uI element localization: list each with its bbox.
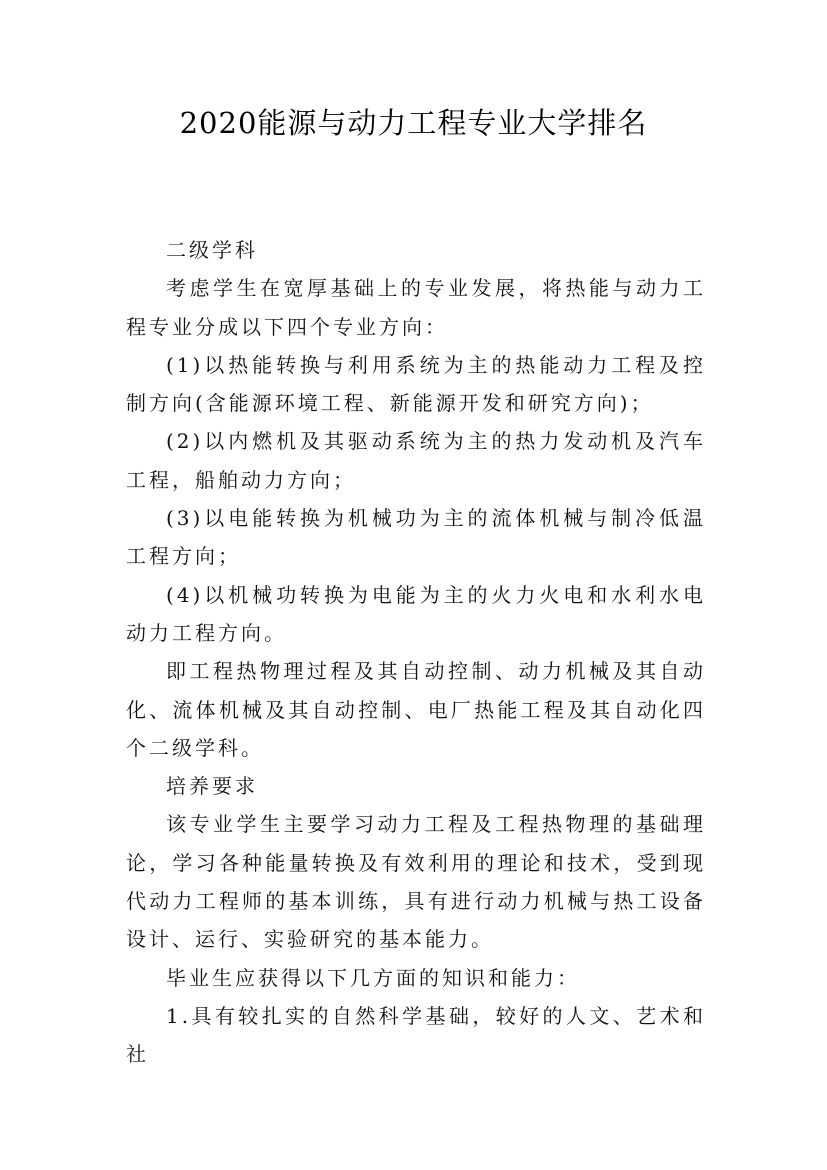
paragraph-direction-4: (4)以机械功转换为电能为主的火力火电和水利水电动力工程方向。 bbox=[126, 582, 706, 645]
paragraph-direction-3: (3)以电能转换为机械功为主的流体机械与制冷低温工程方向； bbox=[126, 506, 706, 569]
paragraph-direction-2: (2)以内燃机及其驱动系统为主的热力发动机及汽车工程，船舶动力方向； bbox=[126, 429, 706, 492]
paragraph-disciplines-summary: 即工程热物理过程及其自动控制、动力机械及其自动化、流体机械及其自动控制、电厂热能工程及其自动化四个二级学科。 bbox=[126, 659, 706, 760]
paragraph-direction-1: (1)以热能转换与利用系统为主的热能动力工程及控制方向(含能源环境工程、新能源开发和研究方向)； bbox=[126, 352, 706, 416]
section-heading-secondary-disciplines: 二级学科 bbox=[166, 238, 258, 262]
paragraph-graduate-abilities: 毕业生应获得以下几方面的知识和能力： bbox=[166, 965, 580, 990]
document-body bbox=[126, 231, 706, 1074]
paragraph-training-description: 该专业学生主要学习动力工程及工程热物理的基础理论，学习各种能量转换及有效利用的理论和技术，受到现代动力工程师的基本训练，具有进行动力机械与热工设备设计、运行、实验研究的基本能力。 bbox=[126, 812, 706, 952]
section-heading-training-requirements: 培养要求 bbox=[166, 774, 258, 799]
paragraph-ability-1: 1.具有较扎实的自然科学基础，较好的人文、艺术和社 bbox=[126, 1003, 706, 1067]
paragraph-intro: 考虑学生在宽厚基础上的专业发展，将热能与动力工程专业分成以下四个专业方向： bbox=[126, 276, 706, 339]
document-title: 2020能源与动力工程专业大学排名 bbox=[179, 106, 648, 140]
